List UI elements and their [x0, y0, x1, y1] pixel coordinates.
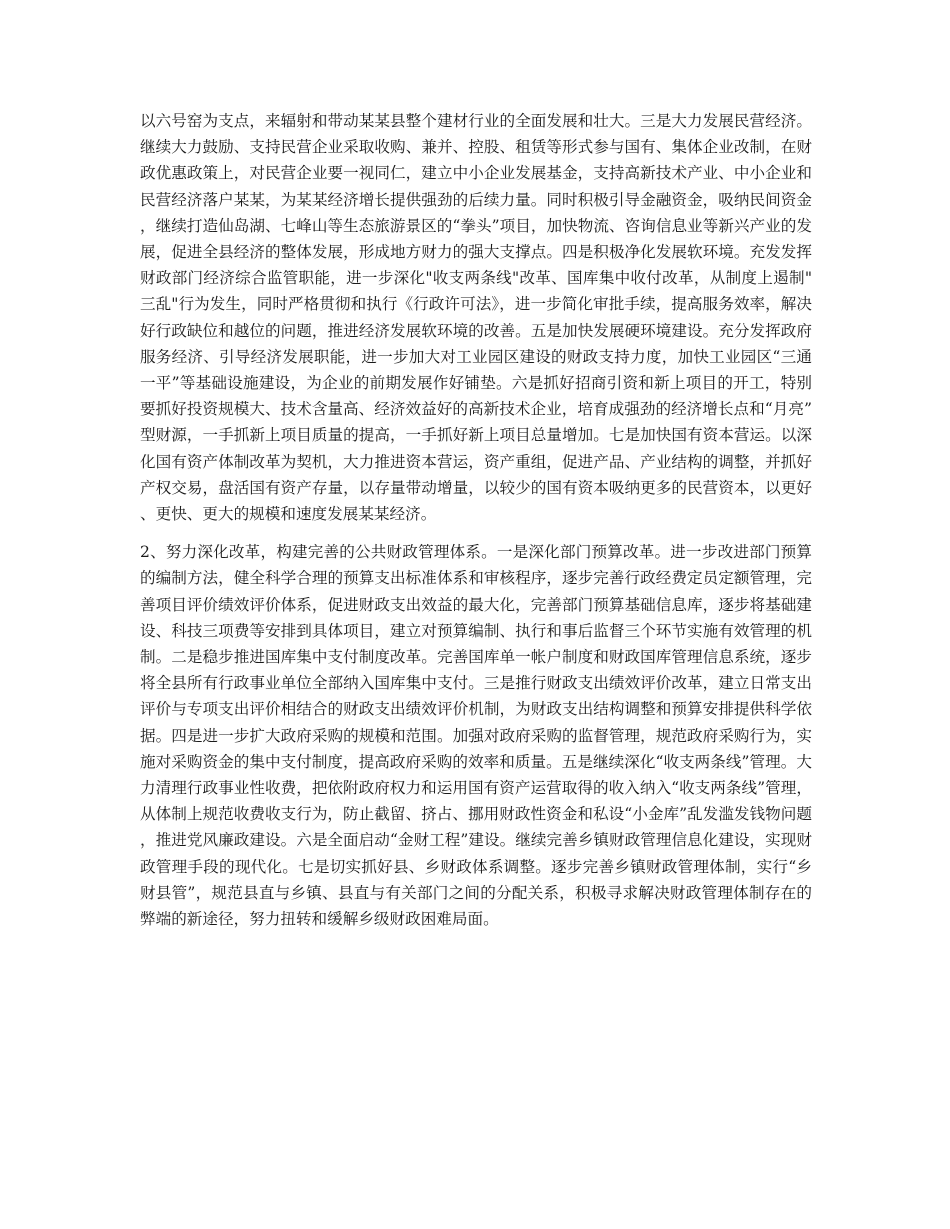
- paragraph-2: 2、努力深化改革，构建完善的公共财政管理体系。一是深化部门预算改革。进一步改进部门预算的编制方法，健全科学合理的预算支出标准体系和审核程序，逐步完善行政经费定员定额管理，完善项目评价绩效评价体系，促进财政支出效益的最大化，完善部门预算基础信息库，逐步将基础建设、科技三项费等安排到具体项目，建立对预算编制、执行和事后监督三个环节实施有效管理的机制。二是稳步推进国库集中支付制度改革。完善国库单一帐户制度和财政国库管理信息系统，逐步将全县所有行政事业单位全部纳入国库集中支付。三是推行财政支出绩效评价改革，建立日常支出评价与专项支出评价相结合的财政支出绩效评价机制，为财政支出结构调整和预算安排提供科学依据。四是进一步扩大政府采购的规模和范围。加强对政府采购的监督管理，规范政府采购行为，实施对采购资金的集中支付制度，提高政府采购的效率和质量。五是继续深化“收支两条线”管理。大力清理行政事业性收费，把依附政府权力和运用国有资产运营取得的收入纳入“收支两条线”管理，从体制上规范收费收支行为，防止截留、挤占、挪用财政性资金和私设“小金库”乱发滥发钱物问题，推进党风廉政建设。六是全面启动“金财工程”建设。继续完善乡镇财政管理信息化建设，实现财政管理手段的现代化。七是切实抓好县、乡财政体系调整。逐步完善乡镇财政管理体制，实行“乡财县管”，规范县直与乡镇、县直与有关部门之间的分配关系，积极寻求解决财政管理体制存在的弊端的新途径，努力扭转和缓解乡级财政困难局面。: [140, 543, 812, 929]
- document-page: [140, 108, 812, 944]
- paragraph-1: 以六号窑为支点，来辐射和带动某某县整个建材行业的全面发展和壮大。三是大力发展民营经济。继续大力鼓励、支持民营企业采取收购、兼并、控股、租赁等形式参与国有、集体企业改制，在财政优惠政策上，对民营企业要一视同仁，建立中小企业发展基金，支持高新技术产业、中小企业和民营经济落户某某，为某某经济增长提供强劲的后续力量。同时积极引导金融资金，吸纳民间资金，继续打造仙岛湖、七峰山等生态旅游景区的“拳头”项目，加快物流、咨询信息业等新兴产业的发展，促进全县经济的整体发展，形成地方财力的强大支撑点。四是积极净化发展软环境。充发发挥财政部门经济综合监管职能，进一步深化"收支两条线"改革、国库集中收付改革，从制度上遏制"三乱"行为发生，同时严格贯彻和执行《行政许可法》，进一步简化审批手续，提高服务效率，解决好行政缺位和越位的问题，推进经济发展软环境的改善。五是加快发展硬环境建设。充分发挥政府服务经济、引导经济发展职能，进一步加大对工业园区建设的财政支持力度，加快工业园区“三通一平”等基础设施建设，为企业的前期发展作好铺垫。六是抓好招商引资和新上项目的开工，特别要抓好投资规模大、技术含量高、经济效益好的高新技术企业，培育成强劲的经济增长点和“月亮”型财源，一手抓新上项目质量的提高，一手抓好新上项目总量增加。七是加快国有资本营运。以深化国有资产体制改革为契机，大力推进资本营运，资产重组，促进产品、产业结构的调整，并抓好产权交易，盘活国有资产存量，以存量带动增量，以较少的国有资本吸纳更多的民营资本，以更好、更快、更大的规模和速度发展某某经济。: [140, 112, 812, 524]
